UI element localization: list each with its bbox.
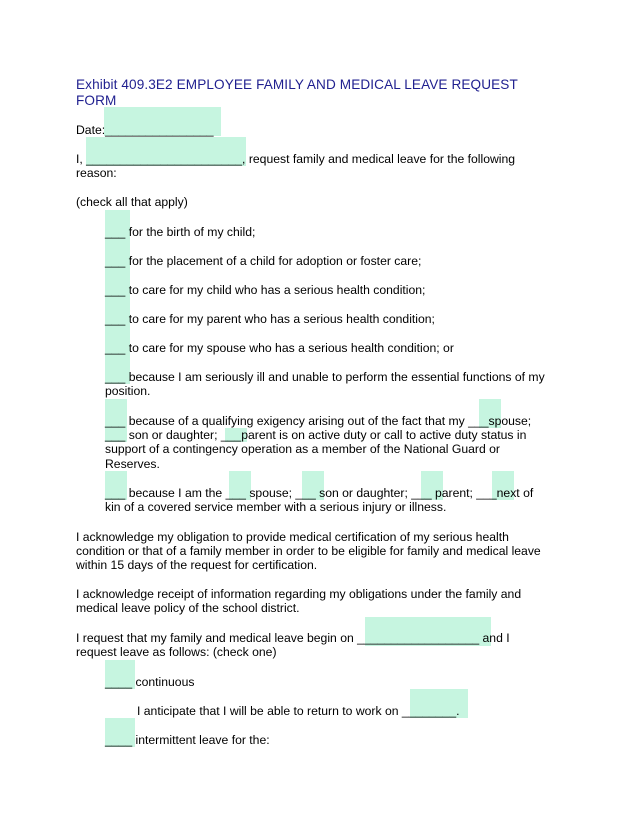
reason-placement: ___ for the placement of a child for adoption or foster care; [105, 254, 422, 268]
reason-exigency-line-1: ___ because of a qualifying exigency arising out of the fact that my ___spouse; [105, 414, 532, 428]
check-all-instruction: (check all that apply) [76, 195, 188, 209]
return-to-work-line: I anticipate that I will be able to return to work on ________. [137, 704, 460, 718]
form-title-line-2: FORM [76, 93, 117, 108]
option-continuous: ____ continuous [105, 675, 195, 689]
receipt-line-2: medical leave policy of the school district. [76, 601, 300, 615]
reason-covered-member-line-2: kin of a covered service member with a serious injury or illness. [105, 500, 447, 514]
reason-exigency-line-2: ___ son or daughter; ___parent is on active duty or call to active duty status in [105, 428, 527, 442]
reason-birth: ___ for the birth of my child; [105, 225, 256, 239]
reason-seriously-ill-line-1: ___ because I am seriously ill and unable to perform the essential functions of my [105, 370, 545, 384]
reason-care-parent: ___ to care for my parent who has a serious health condition; [105, 312, 435, 326]
leave-begin-line-1: I request that my family and medical leave begin on __________________ and I [76, 631, 510, 645]
certification-line-2: condition or that of a family member in order to be eligible for family and medical leave [76, 544, 541, 558]
certification-line-1: I acknowledge my obligation to provide medical certification of my serious health [76, 530, 509, 544]
request-line-1: I, _______________________, request family and medical leave for the following [76, 152, 516, 166]
reason-exigency-line-3: support of a contingency operation as a member of the National Guard or [105, 442, 500, 456]
date-line: Date:________________ [76, 123, 214, 137]
reason-seriously-ill-line-2: position. [105, 384, 151, 398]
option-intermittent: ____ intermittent leave for the: [105, 733, 270, 747]
form-title-line-1: Exhibit 409.3E2 EMPLOYEE FAMILY AND MEDICAL LEAVE REQUEST [76, 77, 518, 92]
reason-care-spouse: ___ to care for my spouse who has a serious health condition; or [105, 341, 454, 355]
reason-care-child: ___ to care for my child who has a serious health condition; [105, 283, 426, 297]
request-line-2: reason: [76, 166, 117, 180]
certification-line-3: within 15 days of the request for certification. [76, 558, 318, 572]
reason-exigency-line-4: Reserves. [105, 457, 160, 471]
reason-covered-member-line-1: ___ because I am the ___ spouse; ___ son or daughter; ___ parent; ___next of [105, 486, 534, 500]
leave-begin-line-2: request leave as follows: (check one) [76, 645, 277, 659]
receipt-line-1: I acknowledge receipt of information regarding my obligations under the family and [76, 587, 522, 601]
